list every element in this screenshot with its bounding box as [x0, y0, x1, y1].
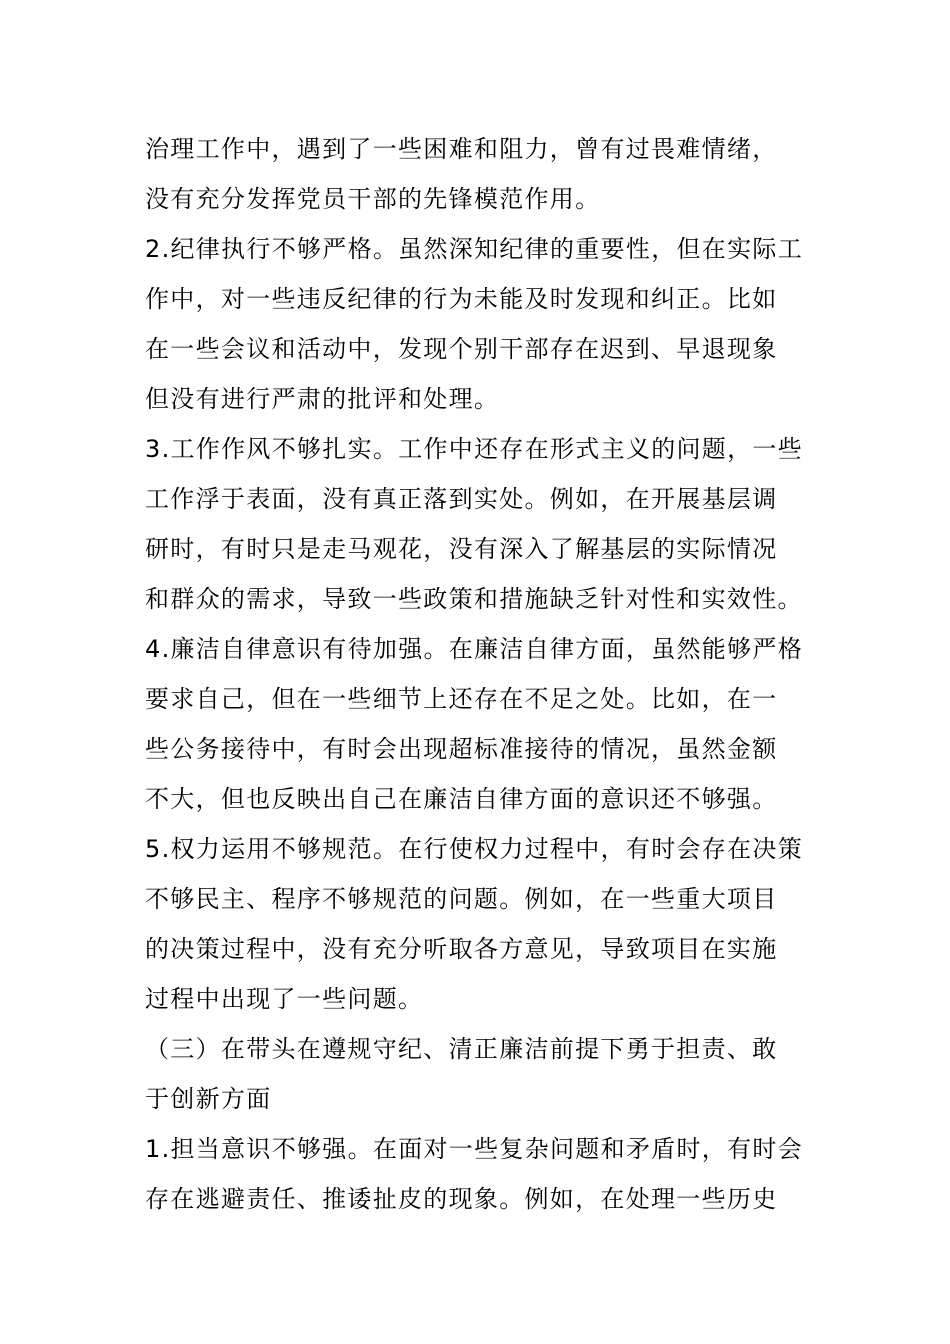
paragraph-line: 过程中出现了一些问题。 — [145, 985, 424, 1013]
paragraph-line: 5.权力运用不够规范。在行使权力过程中，有时会存在决策 — [145, 835, 803, 863]
paragraph-line: 不大，但也反映出自己在廉洁自律方面的意识还不够强。 — [145, 785, 778, 813]
paragraph-line: 3.工作作风不够扎实。工作中还存在形式主义的问题，一些 — [145, 435, 803, 463]
paragraph-line: 2.纪律执行不够严格。虽然深知纪律的重要性，但在实际工 — [145, 235, 803, 263]
paragraph-line: 些公务接待中，有时会出现超标准接待的情况，虽然金额 — [145, 735, 778, 763]
paragraph-line: 存在逃避责任、推诿扯皮的现象。例如，在处理一些历史 — [145, 1185, 778, 1213]
paragraph-line: 作中，对一些违反纪律的行为未能及时发现和纠正。比如 — [145, 285, 778, 313]
section-heading-line: 于创新方面 — [145, 1085, 272, 1113]
paragraph-line: 研时，有时只是走马观花，没有深入了解基层的实际情况 — [145, 535, 778, 563]
paragraph-line: 4.廉洁自律意识有待加强。在廉洁自律方面，虽然能够严格 — [145, 635, 803, 663]
document-body — [145, 124, 825, 1224]
paragraph-line: 的决策过程中，没有充分听取各方意见，导致项目在实施 — [145, 935, 778, 963]
paragraph-line: 在一些会议和活动中，发现个别干部存在迟到、早退现象 — [145, 335, 778, 363]
paragraph-line: 和群众的需求，导致一些政策和措施缺乏针对性和实效性。 — [145, 585, 803, 613]
paragraph-line: 不够民主、程序不够规范的问题。例如，在一些重大项目 — [145, 885, 778, 913]
section-heading-line: （三）在带头在遵规守纪、清正廉洁前提下勇于担责、敢 — [145, 1035, 778, 1063]
paragraph-line: 工作浮于表面，没有真正落到实处。例如，在开展基层调 — [145, 485, 778, 513]
paragraph-line: 治理工作中，遇到了一些困难和阻力，曾有过畏难情绪， — [145, 135, 778, 163]
paragraph-line: 但没有进行严肃的批评和处理。 — [145, 385, 500, 413]
paragraph-line: 没有充分发挥党员干部的先锋模范作用。 — [145, 185, 601, 213]
paragraph-line: 1.担当意识不够强。在面对一些复杂问题和矛盾时，有时会 — [145, 1135, 803, 1163]
paragraph-line: 要求自己，但在一些细节上还存在不足之处。比如，在一 — [145, 685, 778, 713]
